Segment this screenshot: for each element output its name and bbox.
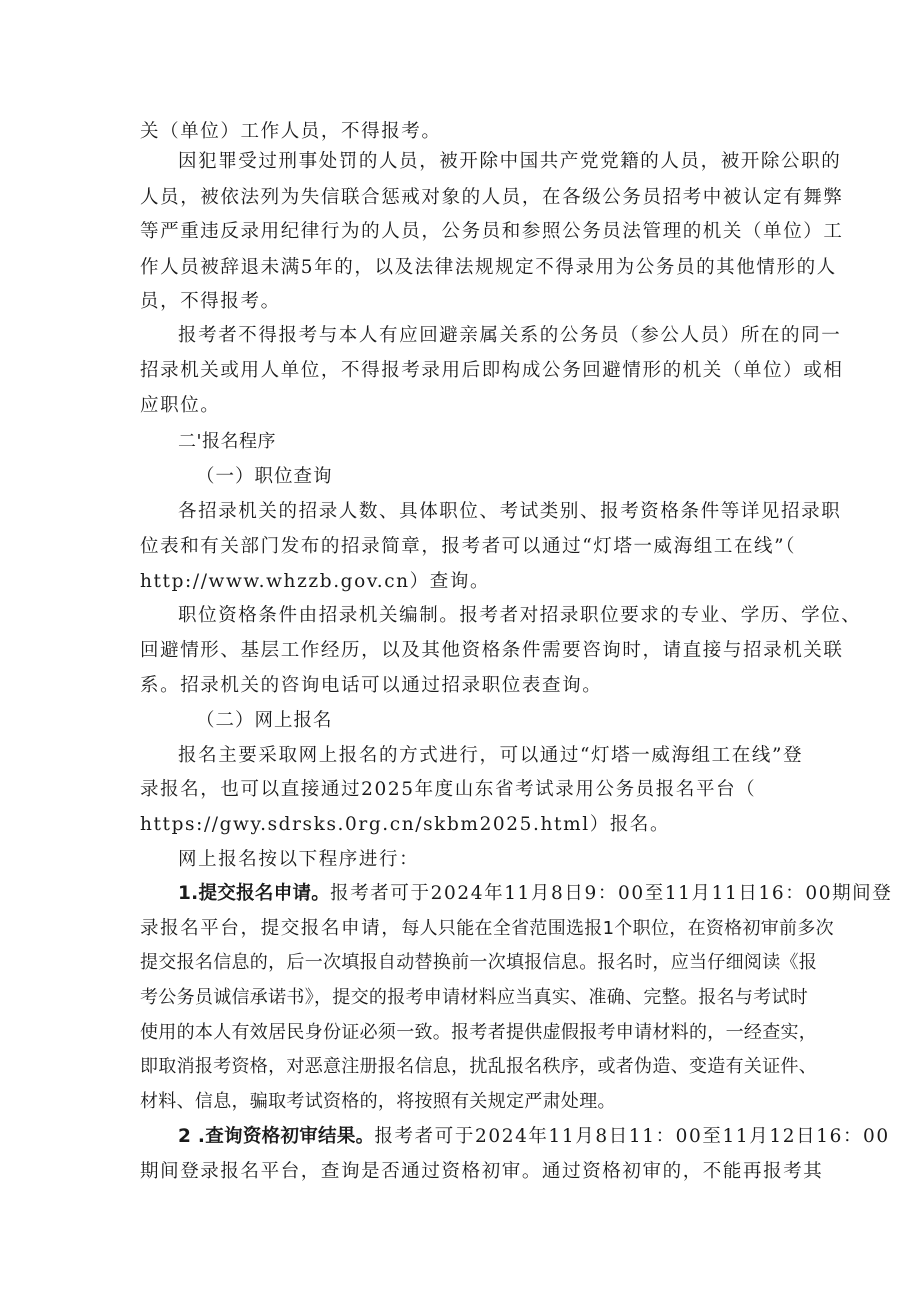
paragraph-line: http://www.whzzb.gov.cn）查询。 — [140, 571, 491, 592]
step-1-line — [140, 917, 834, 943]
paragraph-line: 位表和有关部门发布的招录简章，报考者可以通过“灯塔一威海组工在线”（ — [140, 536, 797, 557]
section-heading: 二'报名程序 — [178, 431, 276, 452]
paragraph-line: 员，不得报考。 — [140, 291, 281, 312]
paragraph-line: 各招录机关的招录人数、具体职位、考试类别、报考资格条件等详见招录职 — [178, 501, 842, 522]
paragraph-line: 等严重违反录用纪律行为的人员，公务员和参照公务员法管理的机关（单位）工 — [140, 221, 844, 242]
paragraph-line: https://gwy.sdrsks.0rg.cn/skbm2025.html）报名。 — [140, 814, 671, 835]
step-2-text: 报考者可于2024年11月8日11：00至11月12日16：00 — [374, 1126, 890, 1147]
paragraph-line: 招录机关或用人单位，不得报考录用后即构成公务回避情形的机关（单位）或相 — [140, 360, 844, 381]
step-1-label: 1.提交报名申请。 — [178, 883, 331, 904]
paragraph-line: 使用的本人有效居民身份证必须一致。报考者提供虚假报考申请材料的，一经查实， — [140, 1022, 818, 1043]
paragraph-line: 提交报名信息的，后一次填报自动替换前一次填报信息。报名时，应当仔细阅读《报 — [140, 952, 818, 973]
paragraph-line: 应职位。 — [140, 395, 221, 416]
paragraph-line: 关（单位）工作人员，不得报考。 — [140, 121, 442, 142]
subsection-heading: （二）网上报名 — [196, 710, 333, 731]
step-1-line — [178, 882, 893, 908]
paragraph-line: 职位资格条件由招录机关编制。报考者对招录职位要求的专业、学历、学位、 — [178, 605, 862, 626]
step-1-text: 报考者可于2024年11月8日9：00至11月11日16：00期间登 — [330, 883, 893, 904]
paragraph-line: 回避情形、基层工作经历，以及其他资格条件需要咨询时，请直接与招录机关联 — [140, 640, 844, 661]
step-2-label: 2 .查询资格初审结果。 — [178, 1126, 375, 1147]
step-1-text: 录报名平台，提交报名申请， — [140, 918, 402, 939]
paragraph-line: 期间登录报名平台，查询是否通过资格初审。通过资格初审的，不能再报考其 — [140, 1161, 824, 1182]
step-1-text: 每人只能在全省范围选报1个职位，在资格初审前多次 — [401, 918, 834, 939]
paragraph-line: 考公务员诚信承诺书》，提交的报考申请材料应当真实、准确、完整。报名与考试时 — [140, 987, 809, 1008]
paragraph-line: 即取消报考资格，对恶意注册报名信息，扰乱报名秩序，或者伪造、变造有关证件、 — [140, 1056, 818, 1077]
paragraph-line: 报考者不得报考与本人有应回避亲属关系的公务员（参公人员）所在的同一 — [178, 325, 842, 346]
paragraph-line: 材料、信息，骗取考试资格的，将按照有关规定严肃处理。 — [140, 1091, 616, 1112]
paragraph-line: 因犯罪受过刑事处罚的人员，被开除中国共产党党籍的人员，被开除公职的 — [178, 151, 842, 172]
paragraph-line: 作人员被辞退未满5年的，以及法律法规规定不得录用为公务员的其他情形的人 — [140, 257, 837, 278]
step-2-line — [178, 1125, 890, 1151]
subsection-heading: （一）职位查询 — [196, 466, 333, 487]
paragraph-line: 网上报名按以下程序进行： — [178, 849, 420, 870]
paragraph-line: 系。招录机关的咨询电话可以通过招录职位表查询。 — [140, 675, 603, 696]
paragraph-line: 报名主要采取网上报名的方式进行，可以通过“灯塔一威海组工在线”登 — [178, 745, 804, 766]
paragraph-line: 人员，被依法列为失信联合惩戒对象的人员，在各级公务员招考中被认定有舞弊 — [140, 187, 844, 208]
paragraph-line: 录报名，也可以直接通过2025年度山东省考试录用公务员报名平台（ — [140, 779, 757, 800]
